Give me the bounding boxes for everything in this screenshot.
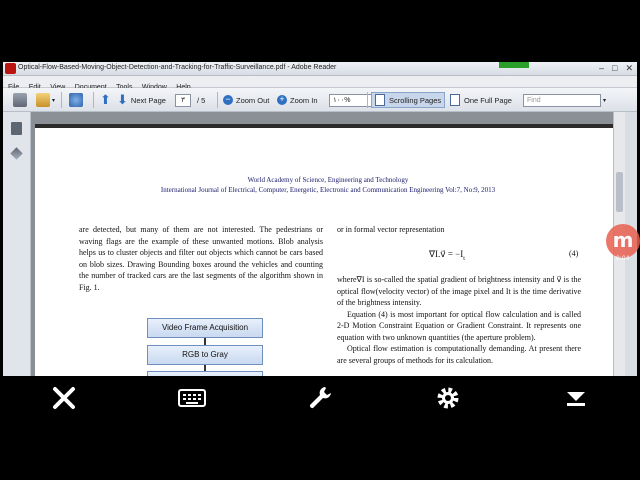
print-button[interactable]	[13, 92, 27, 108]
journal-header-line2: International Journal of Electrical, Computer, Energetic, Electronic and Communication Engineering Vol:7, No:9, 2013	[160, 186, 496, 194]
print-icon	[13, 93, 27, 107]
tools-button[interactable]	[306, 384, 334, 412]
equation-number: (4)	[569, 249, 579, 258]
scrolling-pages-button[interactable]	[371, 92, 445, 108]
page-total: / 5	[197, 95, 206, 105]
keyboard-icon	[178, 388, 206, 408]
pages-panel-icon[interactable]	[11, 122, 22, 135]
email-button[interactable]: ▾	[36, 92, 55, 108]
layers-panel-icon[interactable]	[10, 147, 22, 159]
settings-button[interactable]	[434, 384, 462, 412]
minimize-button[interactable]: –	[599, 63, 605, 73]
right-column-intro: or in formal vector representation	[337, 225, 445, 234]
zoom-in-icon: +	[277, 95, 287, 105]
find-dropdown-icon[interactable]: ▾	[603, 97, 607, 104]
arrow-up-icon: ⬆	[100, 92, 111, 107]
keyboard-button[interactable]	[178, 384, 206, 412]
flow-box-rgb-to-gray: RGB to Gray	[147, 345, 263, 365]
title-bar	[3, 62, 637, 76]
zoom-out-label: Zoom Out	[236, 95, 270, 105]
previous-page-button[interactable]	[100, 92, 111, 108]
bottom-action-bar	[0, 376, 640, 420]
scrolling-pages-label: Scrolling Pages	[389, 95, 442, 105]
maximize-button[interactable]: □	[612, 63, 618, 73]
one-full-page-button[interactable]	[450, 92, 512, 108]
next-page-label: Next Page	[130, 95, 166, 105]
watermark-code: 0:04	[616, 255, 630, 262]
collaborate-icon	[69, 93, 83, 107]
one-full-page-icon	[450, 94, 460, 106]
close-icon	[51, 385, 77, 411]
zoom-out-icon: −	[223, 95, 233, 105]
one-full-page-label: One Full Page	[464, 95, 512, 105]
find-input[interactable]: Find	[523, 94, 601, 107]
wrench-icon	[307, 385, 333, 411]
page-number-input[interactable]: ٣	[175, 94, 191, 107]
toolbar	[3, 88, 637, 112]
flow-box-video-frame-acquisition: Video Frame Acquisition	[147, 318, 263, 338]
left-column-text: are detected, but many of them are not interested. The pedestrians or waving flags are the example of these unwanted motions. Blob analysis helps us to cluster objects and filter out objects which cannot be cars based on blob sizes. Drawing Bounding boxes around the vehicles and counting the number of tracked cars are the last segments of the algorithm shown in Fig. 1.	[79, 225, 323, 292]
close-window-button[interactable]: ✕	[625, 63, 633, 73]
scrollbar-thumb[interactable]	[616, 172, 623, 212]
adobe-reader-icon	[5, 63, 16, 74]
gear-icon	[435, 385, 461, 411]
arrow-down-icon: ⬇	[117, 92, 128, 107]
pdf-page	[35, 124, 621, 394]
scrolling-pages-icon	[375, 94, 385, 106]
menu-down-icon	[565, 388, 587, 408]
app-watermark-logo: m	[606, 224, 640, 258]
zoom-value-input[interactable]: ١٠٠%	[329, 94, 379, 107]
reader-window	[3, 62, 637, 376]
equation: ∇I.v⃗ = $-I_t$	[429, 249, 465, 262]
window-title: Optical-Flow-Based-Moving-Object-Detection-and-Tracking-for-Traffic-Surveillance.pdf - Adobe Reader	[18, 64, 337, 71]
zoom-in-button[interactable]	[277, 92, 318, 108]
email-icon	[36, 93, 50, 107]
right-column-text: where∇I is so-called the spatial gradient of brightness intensity and v⃗ is the optical flow(velocity vector) of the image pixel and It is the time derivative of the brightness intensity. Equation (4) is most important for optical flow calculation and is called 2-D Motion Constraint Equation or Gradient Constraint. It represents one equation with two unknown quantities (the aperture problem). Optical flow estimation is computationally demanding. At present there are several groups of methods for its calculation.	[337, 275, 581, 365]
collaborate-button[interactable]	[69, 92, 83, 108]
zoom-in-label: Zoom In	[290, 95, 318, 105]
journal-header-line1: World Academy of Science, Engineering and Technology	[247, 176, 409, 184]
navigation-sidebar	[3, 112, 31, 376]
menu-bar	[3, 76, 637, 88]
document-viewport[interactable]	[31, 112, 625, 376]
menu-down-button[interactable]	[562, 384, 590, 412]
zoom-out-button[interactable]	[223, 92, 269, 108]
close-button[interactable]	[50, 384, 78, 412]
next-page-button[interactable]	[117, 92, 166, 108]
green-indicator	[499, 62, 529, 68]
